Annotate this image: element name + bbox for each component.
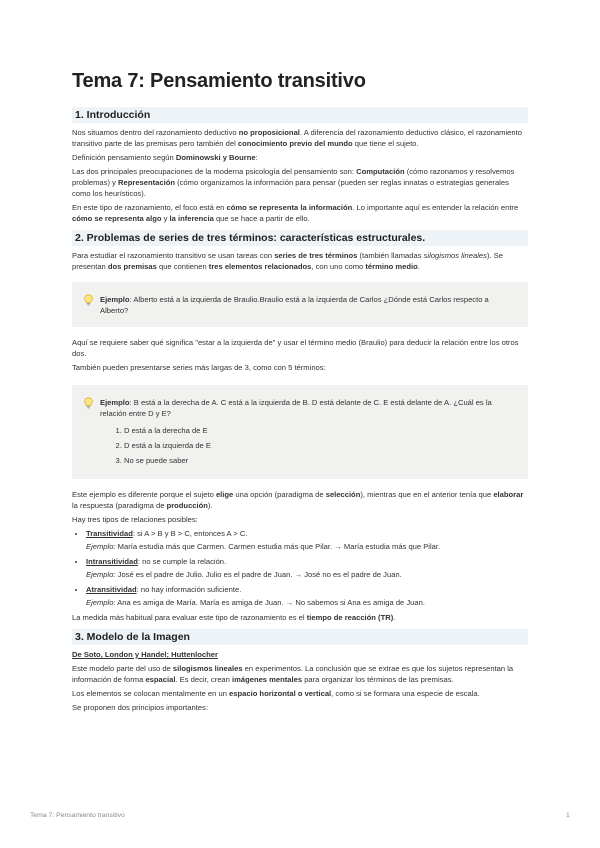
- section3-paragraph-2: [72, 688, 528, 699]
- bold-text: no proposicional: [238, 128, 300, 137]
- text: :: [255, 153, 258, 162]
- example-text: Ana es amiga de María. María es amiga de Juan. → No sabemos si Ana es amiga de Juan.: [115, 598, 425, 607]
- bold-text: elige: [215, 490, 234, 499]
- section-heading-introduccion: 1. Introducción: [72, 107, 528, 123]
- example-text: María estudia más que Carmen. Carmen estudia más que Pilar. → María estudia más que Pilar.: [115, 542, 441, 551]
- bold-text: Dominowski y Bourne: [175, 153, 256, 162]
- bold-text: elaborar: [493, 490, 524, 499]
- section-heading-modelo-imagen: 3. Modelo de la Imagen: [72, 629, 528, 645]
- bold-text: producción: [166, 501, 208, 510]
- relation-name: Atransitividad: [86, 585, 137, 594]
- text: que contienen: [156, 262, 209, 271]
- section2-paragraph-2: Aquí se requiere saber qué significa "estar a la izquierda de" y usar el término medio (Braulio) para deducir la relación entre los otros dos.: [72, 338, 519, 358]
- text: Las dos principales preocupaciones de la moderna psicología del pensamiento son:: [72, 167, 357, 176]
- text: Nos situamos dentro del razonamiento deductivo: [72, 128, 239, 137]
- text: que se hace a partir de ello.: [213, 214, 310, 223]
- text: Para estudiar el razonamiento transitivo se usan tareas con: [72, 251, 275, 260]
- text: En este tipo de razonamiento, el foco está en: [72, 203, 227, 212]
- text: una opción (paradigma de: [233, 490, 326, 499]
- bold-text: espacio horizontal o vertical: [229, 689, 332, 698]
- authors: De Soto, London y Handel; Huttenlocher: [72, 650, 218, 659]
- bold-text: cómo se representa la información: [226, 203, 353, 212]
- option-item: 2. D está a la izquierda de E: [124, 438, 518, 453]
- bold-text: dos premisas: [107, 262, 157, 271]
- relation-item: [86, 584, 528, 608]
- relation-example: [86, 541, 528, 552]
- text: , como si se formara una especie de escala.: [331, 689, 480, 698]
- intro-paragraph-1: [72, 127, 528, 149]
- text: , con uno como: [311, 262, 366, 271]
- section-heading-problemas: 2. Problemas de series de tres términos: características estructurales.: [72, 230, 528, 246]
- text: Este modelo parte del uso de: [72, 664, 173, 673]
- relation-example: [86, 597, 528, 608]
- example-callout-1: [72, 282, 528, 327]
- text: para organizar los términos de las premisas.: [302, 675, 454, 684]
- relations-list: [72, 528, 528, 608]
- section2-paragraph-3: También pueden presentarse series más largas de 3, como con 5 términos:: [72, 363, 326, 372]
- text: Los elementos se colocan mentalmente en un: [72, 689, 230, 698]
- section2-paragraph-5: Hay tres tipos de relaciones posibles:: [72, 515, 198, 524]
- text: . Lo importante aquí es entender la relación entre: [352, 203, 519, 212]
- text: Definición pensamiento según: [72, 153, 176, 162]
- bold-text: Computación: [356, 167, 405, 176]
- example-callout-2: [72, 385, 528, 479]
- text: en experimentos. La conclusión que se extrae es que los sujetos representan la información de forma: [72, 664, 514, 684]
- text: ), mientras que en el anterior tenía que: [360, 490, 494, 499]
- text: (cómo razonamos y resolvemos problemas) y: [72, 167, 515, 187]
- text: la respuesta (paradigma de: [72, 501, 167, 510]
- example-label: Ejemplo: [100, 398, 130, 407]
- example-label: Ejemplo:: [86, 570, 116, 579]
- text: ).: [207, 501, 213, 510]
- example-label: Ejemplo:: [86, 598, 116, 607]
- relation-name: Transitividad: [86, 529, 133, 538]
- page-title: Tema 7: Pensamiento transitivo: [72, 70, 366, 92]
- text: (cómo organizamos la información para pensar (pueden ser reglas innatas o estrategias generales como los heurísticos).: [72, 178, 509, 198]
- lightbulb-icon: [83, 397, 94, 409]
- section3-paragraph-3: Se proponen dos principios importantes:: [72, 703, 208, 712]
- example-text: : B está a la derecha de A. C está a la izquierda de B. D está delante de C. E está delante de A. ¿Cuál es la relación entre D y E?: [100, 398, 492, 418]
- option-item: 3. No se puede saber: [124, 453, 518, 468]
- text: . Es decir, crean: [175, 675, 232, 684]
- relation-desc: : si A > B y B > C, entonces A > C.: [132, 529, 248, 538]
- bold-text: conocimiento previo del mundo: [237, 139, 353, 148]
- relation-desc: : no hay información suficiente.: [136, 585, 242, 594]
- text: . A diferencia del razonamiento deductivo clásico, el razonamiento transitivo parte de las premisas pero también del: [72, 128, 522, 148]
- example-label: Ejemplo: [100, 295, 130, 304]
- text: .: [393, 613, 396, 622]
- option-item: 1. D está a la derecha de E: [124, 423, 518, 438]
- bold-text: cómo se representa algo: [72, 214, 162, 223]
- relation-item: [86, 556, 528, 580]
- section2-paragraph-6: [72, 612, 528, 623]
- example-text: José es el padre de Julio. Julio es el padre de Juan. → José no es el padre de Juan.: [115, 570, 402, 579]
- bold-text: silogismos lineales: [172, 664, 243, 673]
- text: Este ejemplo es diferente porque el sujeto: [72, 490, 216, 499]
- bold-text: tres elementos relacionados: [208, 262, 312, 271]
- bold-text: imágenes mentales: [232, 675, 303, 684]
- italic-text: silogismos lineales: [423, 251, 487, 260]
- document-page: [72, 70, 528, 716]
- bold-text: series de tres términos: [274, 251, 358, 260]
- bold-text: tiempo de reacción (TR): [306, 613, 394, 622]
- text: ). Se presentan: [72, 251, 503, 271]
- relation-name: Intransitividad: [86, 557, 138, 566]
- section2-paragraph-1: [72, 250, 528, 272]
- bold-text: Representación: [118, 178, 175, 187]
- section3-paragraph-1: [72, 663, 528, 685]
- example-label: Ejemplo:: [86, 542, 116, 551]
- page-number: 1: [566, 812, 570, 819]
- text: que tiene el sujeto.: [352, 139, 419, 148]
- intro-paragraph-3: [72, 166, 528, 199]
- lightbulb-icon: [83, 294, 94, 306]
- bold-text: término medio: [365, 262, 418, 271]
- bold-text: la inferencia: [169, 214, 214, 223]
- example-text: : Alberto está a la izquierda de Braulio.Braulio está a la izquierda de Carlos ¿Dónde está Carlos respecto a Alberto?: [100, 295, 489, 315]
- bold-text: espacial: [145, 675, 176, 684]
- options-list: [100, 423, 518, 468]
- bold-text: selección: [325, 490, 361, 499]
- intro-paragraph-2: [72, 152, 528, 163]
- relation-item: [86, 528, 528, 552]
- intro-paragraph-4: [72, 202, 528, 224]
- text: y: [161, 214, 170, 223]
- text: La medida más habitual para evaluar este tipo de razonamiento es el: [72, 613, 307, 622]
- relation-desc: : no se cumple la relación.: [137, 557, 227, 566]
- authors-line: [72, 649, 528, 660]
- text: .: [417, 262, 420, 271]
- relation-example: [86, 569, 528, 580]
- section2-paragraph-4: [72, 489, 528, 511]
- text: (también llamadas: [357, 251, 424, 260]
- footer-title: Tema 7: Pensamiento transitivo: [30, 812, 125, 819]
